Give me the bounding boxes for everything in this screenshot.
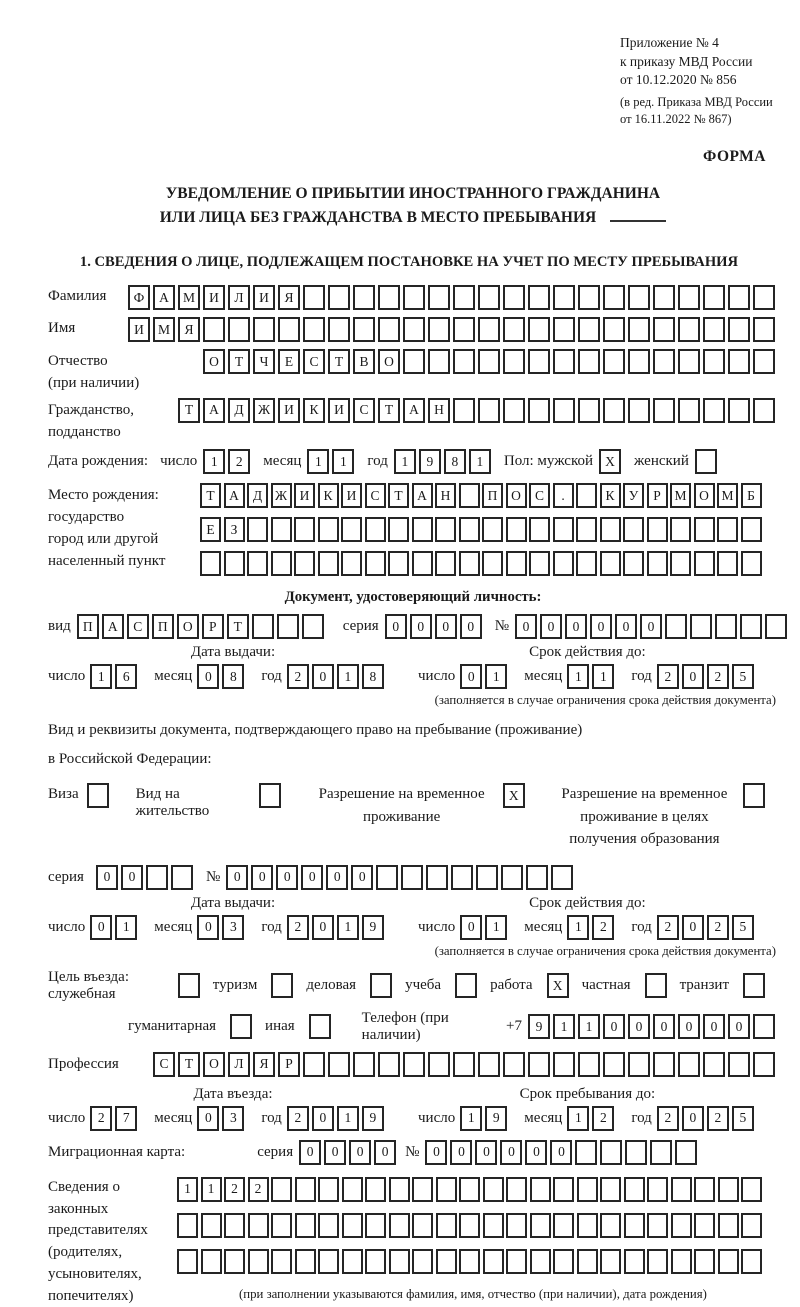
doc-number-label: № [494, 618, 509, 635]
doc-valid-year-boxes[interactable]: 2 0 2 5 [657, 664, 757, 689]
permit-valid-month-boxes[interactable]: 1 2 [567, 915, 617, 940]
purpose-other-checkbox[interactable] [309, 1014, 334, 1039]
permit-valid-day-boxes[interactable]: 0 1 [460, 915, 510, 940]
sex-female-checkbox[interactable] [695, 449, 720, 474]
doc-number-boxes[interactable]: 0 0 0 0 0 0 [515, 614, 790, 639]
migcard-number-label: № [405, 1143, 420, 1160]
entry-month-label: месяц [154, 1109, 193, 1126]
appendix-block [620, 34, 778, 128]
permit-valid-day-label: число [418, 918, 456, 935]
birthdate-year-label: год [367, 453, 388, 470]
permit-number-boxes[interactable]: 0 0 0 0 0 0 [226, 865, 576, 890]
appendix-edit-line: (в ред. Приказа МВД России [620, 94, 773, 109]
purpose-official-checkbox[interactable] [178, 973, 203, 998]
purpose-study-label: учеба [405, 977, 442, 994]
doc-valid-day-boxes[interactable]: 0 1 [460, 664, 510, 689]
doc-issue-year-boxes[interactable]: 2 0 1 8 [287, 664, 387, 689]
doc-issue-month-boxes[interactable]: 0 8 [197, 664, 247, 689]
permit-seria-label: серия [48, 868, 84, 885]
visa-label: Виза [48, 786, 79, 803]
purpose-transit-label: транзит [679, 977, 729, 994]
sex-male-checkbox[interactable]: X [599, 449, 624, 474]
profession-label: Профессия [48, 1055, 119, 1072]
permit-issue-month-boxes[interactable]: 0 3 [197, 915, 247, 940]
doc-issue-day-label: число [48, 668, 86, 685]
doc-seria-label: серия [342, 618, 379, 635]
form-title-line2: ИЛИ ЛИЦА БЕЗ ГРАЖДАНСТВА В МЕСТО ПРЕБЫВАНИЯ [159, 209, 597, 227]
sex-female-label: женский [634, 453, 689, 470]
visa-checkbox[interactable] [87, 783, 112, 808]
permit-valid-year-label: год [631, 918, 652, 935]
permit-issue-day-label: число [48, 918, 86, 935]
identity-doc-heading: Документ, удостоверяющий личность: [284, 589, 542, 606]
permit-seria-boxes[interactable]: 0 0 [96, 865, 196, 890]
purpose-label: Цель въезда: служебная [48, 968, 129, 1002]
profession-boxes[interactable]: С Т О Л Я Р [153, 1052, 778, 1077]
legal-reps-note: (при заполнении указываются фамилия, имя, отчество (при наличии), дата рождения) [239, 1287, 707, 1302]
doc-issue-heading: Дата выдачи: [190, 644, 276, 661]
permit-issue-heading: Дата выдачи: [190, 894, 276, 911]
purpose-private-label: частная [581, 977, 631, 994]
stay-until-heading: Срок пребывания до: [519, 1085, 656, 1102]
appendix-line: к приказу МВД России [620, 53, 753, 69]
temp-residence-edu-label: Разрешение на временное проживание в целях получения образования [561, 786, 728, 848]
givenname-boxes[interactable]: И М Я [128, 317, 778, 342]
birthdate-day-label: число [160, 453, 198, 470]
entry-date-heading: Дата въезда: [193, 1085, 273, 1102]
purpose-other-label: иная [265, 1018, 295, 1035]
purpose-work-checkbox[interactable]: X [547, 973, 572, 998]
migration-card-label: Миграционная карта: [48, 1143, 186, 1160]
residence-doc-intro1: Вид и реквизиты документа, подтверждающего право на пребывание (проживание) [48, 722, 583, 739]
doc-seria-boxes[interactable]: 0 0 0 0 [385, 614, 485, 639]
permit-valid-year-boxes[interactable]: 2 0 2 5 [657, 915, 757, 940]
birthdate-label: Дата рождения: [48, 453, 149, 470]
temp-residence-label: Разрешение на временное проживание [318, 786, 485, 825]
form-title [48, 182, 778, 230]
temp-residence-edu-checkbox[interactable] [743, 783, 768, 808]
permit-issue-day-boxes[interactable]: 0 1 [90, 915, 140, 940]
residence-permit-label: Вид на жительство [135, 786, 210, 820]
doc-validity-note: (заполняется в случае ограничения срока действия документа) [434, 693, 776, 708]
temp-residence-checkbox[interactable]: X [503, 783, 528, 808]
purpose-tourism-checkbox[interactable] [271, 973, 296, 998]
appendix-line: от 10.12.2020 № 856 [620, 72, 737, 88]
doc-valid-year-label: год [631, 668, 652, 685]
permit-issue-year-label: год [261, 918, 282, 935]
residence-doc-intro2: в Российской Федерации: [48, 750, 212, 767]
appendix-line: Приложение № 4 [620, 35, 719, 50]
stay-month-boxes[interactable]: 1 2 [567, 1106, 617, 1131]
birthplace-boxes-row1[interactable]: Т А Д Ж И К И С Т А Н П О С . К У Р М О М Б [200, 483, 764, 508]
stay-year-boxes[interactable]: 2 0 2 5 [657, 1106, 757, 1131]
blank-underline [610, 220, 666, 222]
doc-valid-month-boxes[interactable]: 1 1 [567, 664, 617, 689]
phone-boxes[interactable]: 9 1 1 0 0 0 0 0 0 [528, 1014, 778, 1039]
entry-day-label: число [48, 1109, 86, 1126]
permit-issue-month-label: месяц [154, 918, 193, 935]
section1-heading: 1. СВЕДЕНИЯ О ЛИЦЕ, ПОДЛЕЖАЩЕМ ПОСТАНОВКЕ НА УЧЕТ ПО МЕСТУ ПРЕБЫВАНИЯ [79, 254, 739, 271]
permit-issue-year-boxes[interactable]: 2 0 1 9 [287, 915, 387, 940]
purpose-tourism-label: туризм [212, 977, 258, 994]
doc-issue-month-label: месяц [154, 668, 193, 685]
permit-number-label: № [205, 868, 221, 885]
purpose-humanitarian-checkbox[interactable] [230, 1014, 255, 1039]
legal-reps-boxes-row3[interactable] [177, 1249, 765, 1274]
phone-label: Телефон (при наличии) [361, 1009, 449, 1043]
migcard-seria-label: серия [257, 1143, 294, 1160]
citizenship-label: Гражданство, подданство [48, 401, 135, 440]
permit-valid-month-label: месяц [524, 918, 563, 935]
stay-month-label: месяц [524, 1109, 563, 1126]
surname-boxes[interactable]: Ф А М И Л И Я [128, 285, 778, 310]
appendix-edit-line: от 16.11.2022 № 867) [620, 112, 732, 127]
doc-valid-month-label: месяц [524, 668, 563, 685]
birthdate-day-boxes[interactable]: 1 2 [203, 449, 253, 474]
entry-day-boxes[interactable]: 2 7 [90, 1106, 140, 1131]
legal-reps-boxes-row2[interactable] [177, 1213, 765, 1238]
birthdate-month-label: месяц [263, 453, 302, 470]
purpose-transit-checkbox[interactable] [743, 973, 768, 998]
stay-day-boxes[interactable]: 1 9 [460, 1106, 510, 1131]
legal-reps-label: Сведения о законных представителях (родителях, усыновителях, попечителях) [48, 1178, 148, 1304]
doc-type-label: вид [48, 618, 71, 635]
migcard-seria-boxes[interactable]: 0 0 0 0 [299, 1140, 399, 1165]
purpose-business-checkbox[interactable] [370, 973, 395, 998]
forma-label: ФОРМА [702, 148, 766, 166]
purpose-study-checkbox[interactable] [455, 973, 480, 998]
doc-type-boxes[interactable]: П А С П О Р Т [77, 614, 327, 639]
phone-prefix: +7 [506, 1018, 522, 1035]
doc-valid-heading: Срок действия до: [529, 644, 646, 661]
birthdate-year-boxes[interactable]: 1 9 8 1 [394, 449, 494, 474]
form-title-line1: УВЕДОМЛЕНИЕ О ПРИБЫТИИ ИНОСТРАННОГО ГРАЖДАНИНА [165, 185, 661, 203]
purpose-private-checkbox[interactable] [645, 973, 670, 998]
patronymic-label: Отчество (при наличии) [48, 353, 140, 392]
doc-issue-year-label: год [261, 668, 282, 685]
doc-issue-day-boxes[interactable]: 1 6 [90, 664, 140, 689]
sex-male-label: Пол: мужской [503, 453, 594, 470]
surname-label: Фамилия [48, 288, 107, 305]
form-body [48, 285, 778, 1302]
entry-year-boxes[interactable]: 2 0 1 9 [287, 1106, 387, 1131]
permit-valid-heading: Срок действия до: [529, 894, 646, 911]
stay-day-label: число [418, 1109, 456, 1126]
birthplace-boxes-row3[interactable] [200, 551, 764, 576]
purpose-business-label: деловая [306, 977, 357, 994]
doc-valid-day-label: число [418, 668, 456, 685]
purpose-humanitarian-label: гуманитарная [128, 1018, 217, 1035]
migcard-number-boxes[interactable]: 0 0 0 0 0 0 [425, 1140, 700, 1165]
birthplace-boxes-row2[interactable]: Е З [200, 517, 764, 542]
entry-month-boxes[interactable]: 0 3 [197, 1106, 247, 1131]
entry-year-label: год [261, 1109, 282, 1126]
birthplace-label: Место рождения: государство город или другой населенный пункт [48, 487, 166, 569]
birthdate-month-boxes[interactable]: 1 1 [307, 449, 357, 474]
purpose-work-label: работа [490, 977, 533, 994]
residence-permit-checkbox[interactable] [259, 783, 284, 808]
stay-year-label: год [631, 1109, 652, 1126]
permit-validity-note: (заполняется в случае ограничения срока действия документа) [434, 943, 776, 958]
citizenship-boxes[interactable]: Т А Д Ж И К И С Т А Н [178, 398, 778, 423]
patronymic-boxes[interactable]: О Т Ч Е С Т В О [203, 349, 778, 374]
givenname-label: Имя [48, 320, 76, 337]
legal-reps-boxes-row1[interactable]: 1 1 2 2 [177, 1177, 765, 1202]
